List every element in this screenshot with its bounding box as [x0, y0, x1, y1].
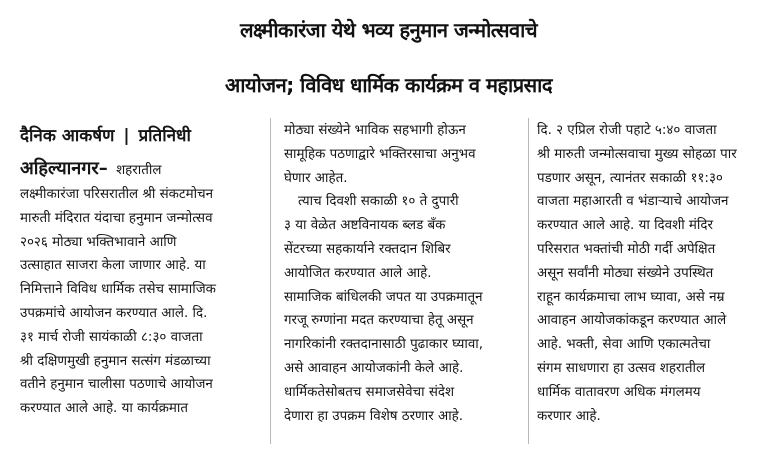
body-line: मोठ्या संख्येने भाविक सहभागी होऊन — [284, 123, 466, 138]
body-line: करण्यात आले आहे. या दिवशी मंदिर — [537, 218, 713, 234]
body-line: नागरिकांनी रक्तदानासाठी पुढाकार घ्यावा, — [284, 337, 484, 353]
headline-line-1: लक्ष्मीकारंजा येथे भव्य हनुमान जन्मोत्सवाचे — [239, 18, 538, 42]
body-line: वाजता महाआरती व भंडाऱ्याचे आयोजन — [537, 194, 729, 210]
body-line: संगम साधणारा हा उत्सव शहरातील — [537, 360, 706, 376]
body-line: सामूहिक पठणाद्वारे भक्तिरसाचा अनुभव — [284, 146, 476, 162]
body-line: वतीने हनुमान चालीसा पठणाचे आयोजन — [20, 377, 213, 393]
body-line: परिसरात भक्तांची मोठी गर्दी अपेक्षित — [537, 241, 716, 257]
body-line: ३१ मार्च रोजी सायंकाळी ८:३० वाजता — [20, 329, 203, 345]
body-line: दि. २ एप्रिल रोजी पहाटे ५:४० वाजता — [537, 123, 717, 138]
dateline — [20, 155, 258, 183]
body-line: उपक्रमांचे आयोजन करण्यात आले. दि. — [20, 305, 208, 321]
body-line: लक्ष्मीकारंजा परिसरातील श्री संकटमोचन — [20, 187, 214, 202]
dateline-lead: शहरातील — [116, 163, 162, 178]
body-line: श्री दक्षिणमुखी हनुमान सत्संग मंडळाच्या — [20, 353, 211, 369]
dateline-place: अहिल्यानगर– — [20, 158, 108, 179]
body-line: सेंटरच्या सहकार्याने रक्तदान शिबिर — [284, 241, 451, 257]
body-line: करणार आहे. — [537, 408, 601, 424]
body-line: उत्साहात साजरा केला जाणार आहे. या — [20, 258, 206, 274]
byline-source: दैनिक आकर्षण — [20, 126, 115, 146]
body-line: धार्मिक वातावरण अधिक मंगलमय — [537, 384, 701, 400]
body-line: घेणार आहेत. — [284, 170, 348, 186]
headline-line-2: आयोजन; विविध धार्मिक कार्यक्रम व महाप्रसाद — [225, 73, 552, 97]
body-line: असे आवाहन आयोजकांनी केले आहे. — [284, 360, 464, 376]
body-line: धार्मिकतेसोबतच समाजसेवेचा संदेश — [284, 384, 455, 400]
body-line: आवाहन आयोजकांकडून करण्यात आले — [537, 313, 727, 329]
article-column-3 — [537, 119, 771, 428]
body-line: असून सर्वांनी मोठ्या संख्येने उपस्थित — [537, 265, 714, 281]
body-line: श्री मारुती जन्मोत्सवाचा मुख्य सोहळा पार — [537, 146, 737, 162]
article-column-1 — [20, 120, 258, 421]
body-line: आहे. भक्ती, सेवा आणि एकात्मतेचा — [537, 337, 711, 353]
body-line: गरजू रुग्णांना मदत करण्याचा हेतू असून — [284, 313, 474, 329]
body-line: सामाजिक बांधिलकी जपत या उपक्रमातून — [284, 289, 483, 305]
body-line: देणारा हा उपक्रम विशेष ठरणार आहे. — [284, 408, 463, 424]
body-line: पडणार असून, त्यानंतर सकाळी ११:३० — [537, 170, 723, 186]
column-divider — [528, 118, 529, 444]
body-line: करण्यात आले आहे. या कार्यक्रमात — [20, 401, 188, 417]
body-line: मारुती मंदिरात यंदाचा हनुमान जन्मोत्सव — [20, 210, 213, 226]
article-column-2 — [284, 119, 522, 428]
byline-separator: | — [123, 126, 130, 146]
body-line: आयोजित करण्यात आले आहे. — [284, 265, 432, 281]
byline — [20, 123, 258, 149]
body-line: त्याच दिवशी सकाळी १० ते दुपारी — [298, 194, 459, 210]
body-line: राहून कार्यक्रमाचा लाभ घ्यावा, असे नम्र — [537, 289, 725, 305]
body-line: निमित्ताने विविध धार्मिक तसेच सामाजिक — [20, 282, 216, 298]
column-divider — [270, 118, 271, 444]
byline-reporter: प्रतिनिधी — [138, 126, 191, 146]
body-line: ३ या वेळेत अष्टविनायक ब्लड बँक — [284, 218, 446, 234]
body-line: २०२६ मोठ्या भक्तिभावाने आणि — [20, 234, 177, 250]
